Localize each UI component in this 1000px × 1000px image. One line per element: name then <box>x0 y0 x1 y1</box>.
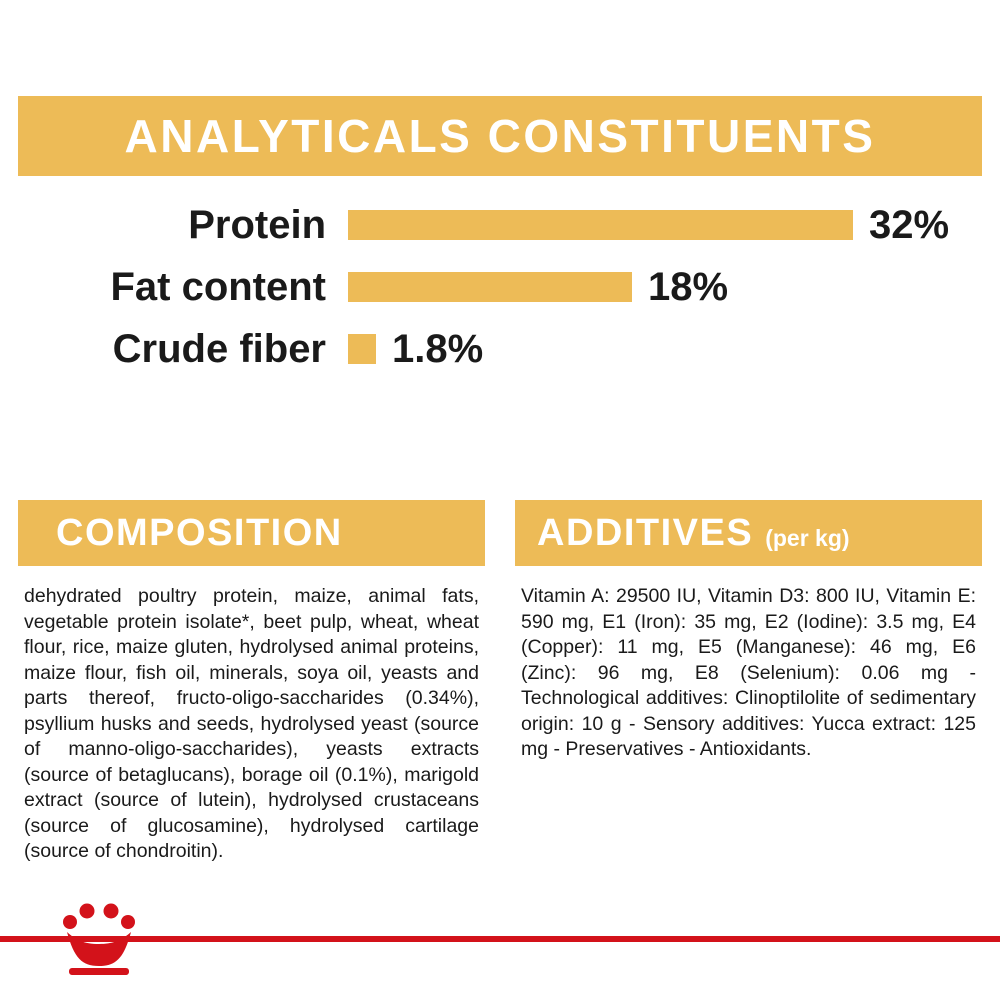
chart-bar <box>348 210 853 240</box>
chart-bar <box>348 334 376 364</box>
chart-bar-value: 18% <box>648 265 729 309</box>
details-panels <box>18 500 982 865</box>
additives-text: Vitamin A: 29500 IU, Vitamin D3: 800 IU, Vitamin E: 590 mg, E1 (Iron): 35 mg, E2 (Iodine): 3.5 mg, E4 (Copper): 11 mg, E5 (Manganese): 46 mg, E6 (Zinc): 96 mg, E8 (Selenium): 0.06 mg - Technological additives: Clinoptilolite of sedimentary origin: 10 g - Sensory additives: Yucca extract: 125 mg - Preservatives - Antioxidants. <box>521 585 976 760</box>
additives-title: ADDITIVES <box>537 512 754 554</box>
chart-row-label: Protein <box>188 203 326 247</box>
chart-row <box>18 194 982 256</box>
analyticals-title: ANALYTICALS CONSTITUENTS <box>124 110 876 162</box>
crown-logo <box>60 902 138 976</box>
chart-bar-value: 32% <box>869 203 950 247</box>
chart-row-bar-wrap <box>348 205 982 245</box>
chart-row <box>18 256 982 318</box>
composition-text: dehydrated poultry protein, maize, animal fats, vegetable protein isolate*, beet pulp, wheat, wheat flour, rice, maize gluten, hydrolysed animal proteins, maize flour, fish oil, minerals, soya oil, yeasts and parts thereof, fructo-oligo-saccharides (0.34%), psyllium husks and seeds, hydrolysed yeast (source of manno-oligo-saccharides), yeasts extracts (source of betaglucans), borage oil (0.1%), marigold extract (source of lutein), hydrolysed crustaceans (source of glucosamine), hydrolysed cartilage (source of chondroitin). <box>24 585 479 862</box>
chart-row-bar-wrap <box>348 267 982 307</box>
footer-divider <box>0 936 1000 942</box>
composition-panel <box>18 500 485 865</box>
chart-row <box>18 318 982 380</box>
additives-subtitle: (per kg) <box>765 524 850 551</box>
analyticals-header <box>18 96 982 176</box>
chart-row-bar-wrap <box>348 329 982 369</box>
analyticals-bar-chart <box>18 194 982 380</box>
chart-bar-value: 1.8% <box>392 327 484 371</box>
composition-header <box>18 500 485 566</box>
chart-bar <box>348 272 632 302</box>
additives-header <box>515 500 982 566</box>
chart-row-label: Crude fiber <box>112 327 326 371</box>
chart-row-label: Fat content <box>110 265 326 309</box>
composition-title: COMPOSITION <box>56 512 343 554</box>
additives-panel <box>515 500 982 865</box>
analyticals-section <box>18 96 982 380</box>
